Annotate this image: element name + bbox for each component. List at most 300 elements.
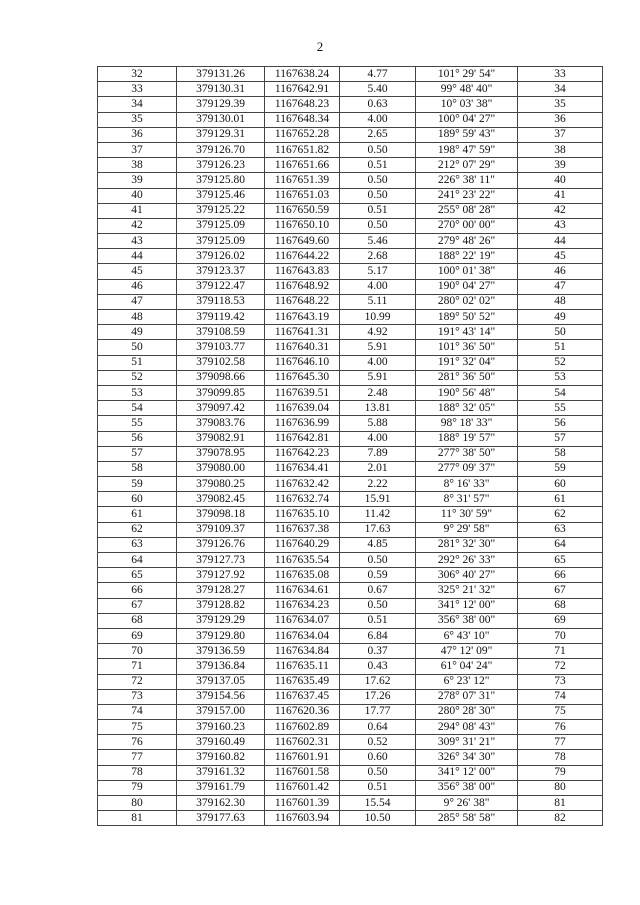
next-point-cell: 73 <box>518 674 603 689</box>
x-coordinate-cell: 379125.80 <box>177 173 265 188</box>
point-number-cell: 77 <box>98 750 177 765</box>
x-coordinate-cell: 379097.42 <box>177 401 265 416</box>
next-point-cell: 75 <box>518 704 603 719</box>
bearing-cell: 101° 29' 54" <box>416 67 518 82</box>
y-coordinate-cell: 1167645.30 <box>265 370 340 385</box>
point-number-cell: 57 <box>98 446 177 461</box>
x-coordinate-cell: 379177.63 <box>177 811 265 826</box>
next-point-cell: 82 <box>518 811 603 826</box>
coordinates-table <box>97 66 603 826</box>
x-coordinate-cell: 379136.84 <box>177 659 265 674</box>
table-row <box>98 142 603 157</box>
distance-cell: 17.63 <box>340 522 416 537</box>
table-body <box>98 67 603 826</box>
y-coordinate-cell: 1167639.51 <box>265 385 340 400</box>
next-point-cell: 54 <box>518 385 603 400</box>
point-number-cell: 71 <box>98 659 177 674</box>
bearing-cell: 255° 08' 28" <box>416 203 518 218</box>
x-coordinate-cell: 379099.85 <box>177 385 265 400</box>
table-row <box>98 294 603 309</box>
bearing-cell: 100° 04' 27" <box>416 112 518 127</box>
table-row <box>98 446 603 461</box>
bearing-cell: 8° 31' 57" <box>416 492 518 507</box>
distance-cell: 0.50 <box>340 173 416 188</box>
y-coordinate-cell: 1167648.34 <box>265 112 340 127</box>
bearing-cell: 6° 23' 12" <box>416 674 518 689</box>
y-coordinate-cell: 1167646.10 <box>265 355 340 370</box>
x-coordinate-cell: 379129.80 <box>177 628 265 643</box>
point-number-cell: 32 <box>98 67 177 82</box>
y-coordinate-cell: 1167643.19 <box>265 310 340 325</box>
table-row <box>98 674 603 689</box>
y-coordinate-cell: 1167634.23 <box>265 598 340 613</box>
table-row <box>98 264 603 279</box>
point-number-cell: 51 <box>98 355 177 370</box>
y-coordinate-cell: 1167632.42 <box>265 477 340 492</box>
point-number-cell: 38 <box>98 158 177 173</box>
table-row <box>98 492 603 507</box>
next-point-cell: 42 <box>518 203 603 218</box>
bearing-cell: 190° 04' 27" <box>416 279 518 294</box>
point-number-cell: 69 <box>98 628 177 643</box>
point-number-cell: 52 <box>98 370 177 385</box>
next-point-cell: 61 <box>518 492 603 507</box>
distance-cell: 5.46 <box>340 234 416 249</box>
bearing-cell: 341° 12' 00" <box>416 598 518 613</box>
distance-cell: 5.17 <box>340 264 416 279</box>
table-row <box>98 583 603 598</box>
bearing-cell: 47° 12' 09" <box>416 644 518 659</box>
point-number-cell: 62 <box>98 522 177 537</box>
point-number-cell: 68 <box>98 613 177 628</box>
y-coordinate-cell: 1167640.29 <box>265 537 340 552</box>
next-point-cell: 56 <box>518 416 603 431</box>
distance-cell: 5.91 <box>340 340 416 355</box>
bearing-cell: 6° 43' 10" <box>416 628 518 643</box>
x-coordinate-cell: 379082.91 <box>177 431 265 446</box>
y-coordinate-cell: 1167601.42 <box>265 780 340 795</box>
distance-cell: 0.59 <box>340 568 416 583</box>
distance-cell: 0.50 <box>340 765 416 780</box>
y-coordinate-cell: 1167632.74 <box>265 492 340 507</box>
bearing-cell: 341° 12' 00" <box>416 765 518 780</box>
point-number-cell: 78 <box>98 765 177 780</box>
y-coordinate-cell: 1167636.99 <box>265 416 340 431</box>
point-number-cell: 76 <box>98 735 177 750</box>
x-coordinate-cell: 379118.53 <box>177 294 265 309</box>
table-row <box>98 644 603 659</box>
bearing-cell: 9° 26' 38" <box>416 796 518 811</box>
x-coordinate-cell: 379136.59 <box>177 644 265 659</box>
table-row <box>98 750 603 765</box>
y-coordinate-cell: 1167648.92 <box>265 279 340 294</box>
next-point-cell: 41 <box>518 188 603 203</box>
y-coordinate-cell: 1167635.11 <box>265 659 340 674</box>
y-coordinate-cell: 1167643.83 <box>265 264 340 279</box>
table-row <box>98 158 603 173</box>
bearing-cell: 306° 40' 27" <box>416 568 518 583</box>
next-point-cell: 76 <box>518 720 603 735</box>
table-row <box>98 370 603 385</box>
y-coordinate-cell: 1167651.39 <box>265 173 340 188</box>
y-coordinate-cell: 1167634.41 <box>265 461 340 476</box>
x-coordinate-cell: 379098.66 <box>177 370 265 385</box>
x-coordinate-cell: 379119.42 <box>177 310 265 325</box>
x-coordinate-cell: 379126.23 <box>177 158 265 173</box>
distance-cell: 5.40 <box>340 82 416 97</box>
x-coordinate-cell: 379080.25 <box>177 477 265 492</box>
point-number-cell: 46 <box>98 279 177 294</box>
table-row <box>98 234 603 249</box>
y-coordinate-cell: 1167602.31 <box>265 735 340 750</box>
table-row <box>98 628 603 643</box>
y-coordinate-cell: 1167649.60 <box>265 234 340 249</box>
point-number-cell: 45 <box>98 264 177 279</box>
point-number-cell: 56 <box>98 431 177 446</box>
x-coordinate-cell: 379131.26 <box>177 67 265 82</box>
point-number-cell: 36 <box>98 127 177 142</box>
x-coordinate-cell: 379125.09 <box>177 234 265 249</box>
bearing-cell: 9° 29' 58" <box>416 522 518 537</box>
x-coordinate-cell: 379125.46 <box>177 188 265 203</box>
point-number-cell: 59 <box>98 477 177 492</box>
next-point-cell: 68 <box>518 598 603 613</box>
x-coordinate-cell: 379161.32 <box>177 765 265 780</box>
distance-cell: 10.99 <box>340 310 416 325</box>
distance-cell: 11.42 <box>340 507 416 522</box>
bearing-cell: 101° 36' 50" <box>416 340 518 355</box>
bearing-cell: 279° 48' 26" <box>416 234 518 249</box>
next-point-cell: 77 <box>518 735 603 750</box>
y-coordinate-cell: 1167603.94 <box>265 811 340 826</box>
table-row <box>98 97 603 112</box>
y-coordinate-cell: 1167651.66 <box>265 158 340 173</box>
x-coordinate-cell: 379098.18 <box>177 507 265 522</box>
next-point-cell: 66 <box>518 568 603 583</box>
table-row <box>98 218 603 233</box>
point-number-cell: 49 <box>98 325 177 340</box>
next-point-cell: 46 <box>518 264 603 279</box>
distance-cell: 2.68 <box>340 249 416 264</box>
distance-cell: 0.50 <box>340 188 416 203</box>
next-point-cell: 71 <box>518 644 603 659</box>
x-coordinate-cell: 379129.39 <box>177 97 265 112</box>
y-coordinate-cell: 1167639.04 <box>265 401 340 416</box>
x-coordinate-cell: 379128.82 <box>177 598 265 613</box>
y-coordinate-cell: 1167648.23 <box>265 97 340 112</box>
distance-cell: 15.54 <box>340 796 416 811</box>
distance-cell: 0.50 <box>340 142 416 157</box>
y-coordinate-cell: 1167601.58 <box>265 765 340 780</box>
point-number-cell: 66 <box>98 583 177 598</box>
y-coordinate-cell: 1167644.22 <box>265 249 340 264</box>
distance-cell: 2.01 <box>340 461 416 476</box>
point-number-cell: 41 <box>98 203 177 218</box>
x-coordinate-cell: 379129.29 <box>177 613 265 628</box>
point-number-cell: 74 <box>98 704 177 719</box>
distance-cell: 17.77 <box>340 704 416 719</box>
y-coordinate-cell: 1167635.54 <box>265 553 340 568</box>
table-row <box>98 340 603 355</box>
bearing-cell: 191° 43' 14" <box>416 325 518 340</box>
bearing-cell: 189° 59' 43" <box>416 127 518 142</box>
next-point-cell: 57 <box>518 431 603 446</box>
table-row <box>98 249 603 264</box>
table-row <box>98 431 603 446</box>
next-point-cell: 74 <box>518 689 603 704</box>
next-point-cell: 69 <box>518 613 603 628</box>
point-number-cell: 37 <box>98 142 177 157</box>
y-coordinate-cell: 1167634.61 <box>265 583 340 598</box>
distance-cell: 0.50 <box>340 553 416 568</box>
point-number-cell: 35 <box>98 112 177 127</box>
distance-cell: 5.91 <box>340 370 416 385</box>
table-row <box>98 780 603 795</box>
distance-cell: 4.00 <box>340 431 416 446</box>
bearing-cell: 281° 32' 30" <box>416 537 518 552</box>
y-coordinate-cell: 1167652.28 <box>265 127 340 142</box>
point-number-cell: 50 <box>98 340 177 355</box>
bearing-cell: 61° 04' 24" <box>416 659 518 674</box>
point-number-cell: 80 <box>98 796 177 811</box>
y-coordinate-cell: 1167641.31 <box>265 325 340 340</box>
distance-cell: 0.64 <box>340 720 416 735</box>
y-coordinate-cell: 1167634.84 <box>265 644 340 659</box>
x-coordinate-cell: 379108.59 <box>177 325 265 340</box>
bearing-cell: 99° 48' 40" <box>416 82 518 97</box>
x-coordinate-cell: 379128.27 <box>177 583 265 598</box>
bearing-cell: 212° 07' 29" <box>416 158 518 173</box>
x-coordinate-cell: 379122.47 <box>177 279 265 294</box>
point-number-cell: 70 <box>98 644 177 659</box>
y-coordinate-cell: 1167637.45 <box>265 689 340 704</box>
x-coordinate-cell: 379127.92 <box>177 568 265 583</box>
y-coordinate-cell: 1167637.38 <box>265 522 340 537</box>
next-point-cell: 81 <box>518 796 603 811</box>
next-point-cell: 67 <box>518 583 603 598</box>
next-point-cell: 40 <box>518 173 603 188</box>
x-coordinate-cell: 379125.09 <box>177 218 265 233</box>
distance-cell: 0.50 <box>340 598 416 613</box>
y-coordinate-cell: 1167634.04 <box>265 628 340 643</box>
y-coordinate-cell: 1167635.10 <box>265 507 340 522</box>
x-coordinate-cell: 379127.73 <box>177 553 265 568</box>
bearing-cell: 189° 50' 52" <box>416 310 518 325</box>
y-coordinate-cell: 1167651.03 <box>265 188 340 203</box>
next-point-cell: 50 <box>518 325 603 340</box>
y-coordinate-cell: 1167638.24 <box>265 67 340 82</box>
table-row <box>98 203 603 218</box>
point-number-cell: 54 <box>98 401 177 416</box>
point-number-cell: 43 <box>98 234 177 249</box>
next-point-cell: 44 <box>518 234 603 249</box>
point-number-cell: 61 <box>98 507 177 522</box>
point-number-cell: 81 <box>98 811 177 826</box>
table-row <box>98 598 603 613</box>
table-row <box>98 82 603 97</box>
next-point-cell: 52 <box>518 355 603 370</box>
y-coordinate-cell: 1167640.31 <box>265 340 340 355</box>
distance-cell: 5.88 <box>340 416 416 431</box>
table-row <box>98 310 603 325</box>
x-coordinate-cell: 379160.23 <box>177 720 265 735</box>
table-row <box>98 279 603 294</box>
table-row <box>98 67 603 82</box>
x-coordinate-cell: 379078.95 <box>177 446 265 461</box>
next-point-cell: 70 <box>518 628 603 643</box>
bearing-cell: 188° 32' 05" <box>416 401 518 416</box>
distance-cell: 0.37 <box>340 644 416 659</box>
next-point-cell: 60 <box>518 477 603 492</box>
distance-cell: 4.00 <box>340 112 416 127</box>
x-coordinate-cell: 379137.05 <box>177 674 265 689</box>
x-coordinate-cell: 379103.77 <box>177 340 265 355</box>
x-coordinate-cell: 379126.76 <box>177 537 265 552</box>
next-point-cell: 35 <box>518 97 603 112</box>
x-coordinate-cell: 379160.49 <box>177 735 265 750</box>
distance-cell: 2.48 <box>340 385 416 400</box>
point-number-cell: 64 <box>98 553 177 568</box>
distance-cell: 4.92 <box>340 325 416 340</box>
point-number-cell: 42 <box>98 218 177 233</box>
y-coordinate-cell: 1167651.82 <box>265 142 340 157</box>
y-coordinate-cell: 1167642.91 <box>265 82 340 97</box>
x-coordinate-cell: 379126.70 <box>177 142 265 157</box>
x-coordinate-cell: 379083.76 <box>177 416 265 431</box>
next-point-cell: 48 <box>518 294 603 309</box>
point-number-cell: 67 <box>98 598 177 613</box>
distance-cell: 5.11 <box>340 294 416 309</box>
x-coordinate-cell: 379162.30 <box>177 796 265 811</box>
bearing-cell: 325° 21' 32" <box>416 583 518 598</box>
page-number: 2 <box>316 39 324 54</box>
next-point-cell: 33 <box>518 67 603 82</box>
bearing-cell: 326° 34' 30" <box>416 750 518 765</box>
next-point-cell: 62 <box>518 507 603 522</box>
table-row <box>98 613 603 628</box>
next-point-cell: 37 <box>518 127 603 142</box>
table-row <box>98 507 603 522</box>
next-point-cell: 51 <box>518 340 603 355</box>
table-row <box>98 704 603 719</box>
y-coordinate-cell: 1167601.91 <box>265 750 340 765</box>
bearing-cell: 356° 38' 00" <box>416 613 518 628</box>
distance-cell: 10.50 <box>340 811 416 826</box>
table-row <box>98 416 603 431</box>
bearing-cell: 10° 03' 38" <box>416 97 518 112</box>
next-point-cell: 34 <box>518 82 603 97</box>
point-number-cell: 65 <box>98 568 177 583</box>
next-point-cell: 63 <box>518 522 603 537</box>
x-coordinate-cell: 379130.31 <box>177 82 265 97</box>
bearing-cell: 8° 16' 33" <box>416 477 518 492</box>
point-number-cell: 34 <box>98 97 177 112</box>
y-coordinate-cell: 1167642.23 <box>265 446 340 461</box>
point-number-cell: 75 <box>98 720 177 735</box>
next-point-cell: 65 <box>518 553 603 568</box>
y-coordinate-cell: 1167648.22 <box>265 294 340 309</box>
bearing-cell: 280° 28' 30" <box>416 704 518 719</box>
distance-cell: 7.89 <box>340 446 416 461</box>
next-point-cell: 39 <box>518 158 603 173</box>
y-coordinate-cell: 1167601.39 <box>265 796 340 811</box>
y-coordinate-cell: 1167602.89 <box>265 720 340 735</box>
x-coordinate-cell: 379082.45 <box>177 492 265 507</box>
distance-cell: 0.67 <box>340 583 416 598</box>
table-row <box>98 477 603 492</box>
distance-cell: 0.50 <box>340 218 416 233</box>
distance-cell: 13.81 <box>340 401 416 416</box>
next-point-cell: 79 <box>518 765 603 780</box>
point-number-cell: 53 <box>98 385 177 400</box>
bearing-cell: 11° 30' 59" <box>416 507 518 522</box>
bearing-cell: 281° 36' 50" <box>416 370 518 385</box>
point-number-cell: 48 <box>98 310 177 325</box>
point-number-cell: 60 <box>98 492 177 507</box>
distance-cell: 17.62 <box>340 674 416 689</box>
next-point-cell: 59 <box>518 461 603 476</box>
bearing-cell: 190° 56' 48" <box>416 385 518 400</box>
point-number-cell: 63 <box>98 537 177 552</box>
next-point-cell: 80 <box>518 780 603 795</box>
bearing-cell: 285° 58' 58" <box>416 811 518 826</box>
distance-cell: 0.51 <box>340 203 416 218</box>
bearing-cell: 226° 38' 11" <box>416 173 518 188</box>
point-number-cell: 40 <box>98 188 177 203</box>
next-point-cell: 43 <box>518 218 603 233</box>
table-row <box>98 127 603 142</box>
bearing-cell: 188° 22' 19" <box>416 249 518 264</box>
bearing-cell: 277° 09' 37" <box>416 461 518 476</box>
table-row <box>98 735 603 750</box>
point-number-cell: 47 <box>98 294 177 309</box>
point-number-cell: 72 <box>98 674 177 689</box>
next-point-cell: 55 <box>518 401 603 416</box>
table-row <box>98 188 603 203</box>
table-row <box>98 112 603 127</box>
x-coordinate-cell: 379129.31 <box>177 127 265 142</box>
table-row <box>98 568 603 583</box>
y-coordinate-cell: 1167620.36 <box>265 704 340 719</box>
x-coordinate-cell: 379161.79 <box>177 780 265 795</box>
bearing-cell: 98° 18' 33" <box>416 416 518 431</box>
distance-cell: 0.51 <box>340 613 416 628</box>
bearing-cell: 278° 07' 31" <box>416 689 518 704</box>
bearing-cell: 241° 23' 22" <box>416 188 518 203</box>
x-coordinate-cell: 379080.00 <box>177 461 265 476</box>
table-row <box>98 173 603 188</box>
next-point-cell: 53 <box>518 370 603 385</box>
next-point-cell: 47 <box>518 279 603 294</box>
next-point-cell: 49 <box>518 310 603 325</box>
next-point-cell: 36 <box>518 112 603 127</box>
y-coordinate-cell: 1167642.81 <box>265 431 340 446</box>
table-row <box>98 355 603 370</box>
x-coordinate-cell: 379154.56 <box>177 689 265 704</box>
x-coordinate-cell: 379109.37 <box>177 522 265 537</box>
x-coordinate-cell: 379123.37 <box>177 264 265 279</box>
point-number-cell: 58 <box>98 461 177 476</box>
x-coordinate-cell: 379160.82 <box>177 750 265 765</box>
distance-cell: 0.51 <box>340 158 416 173</box>
table-row <box>98 401 603 416</box>
table-row <box>98 553 603 568</box>
point-number-cell: 73 <box>98 689 177 704</box>
y-coordinate-cell: 1167650.10 <box>265 218 340 233</box>
next-point-cell: 72 <box>518 659 603 674</box>
point-number-cell: 39 <box>98 173 177 188</box>
bearing-cell: 292° 26' 33" <box>416 553 518 568</box>
